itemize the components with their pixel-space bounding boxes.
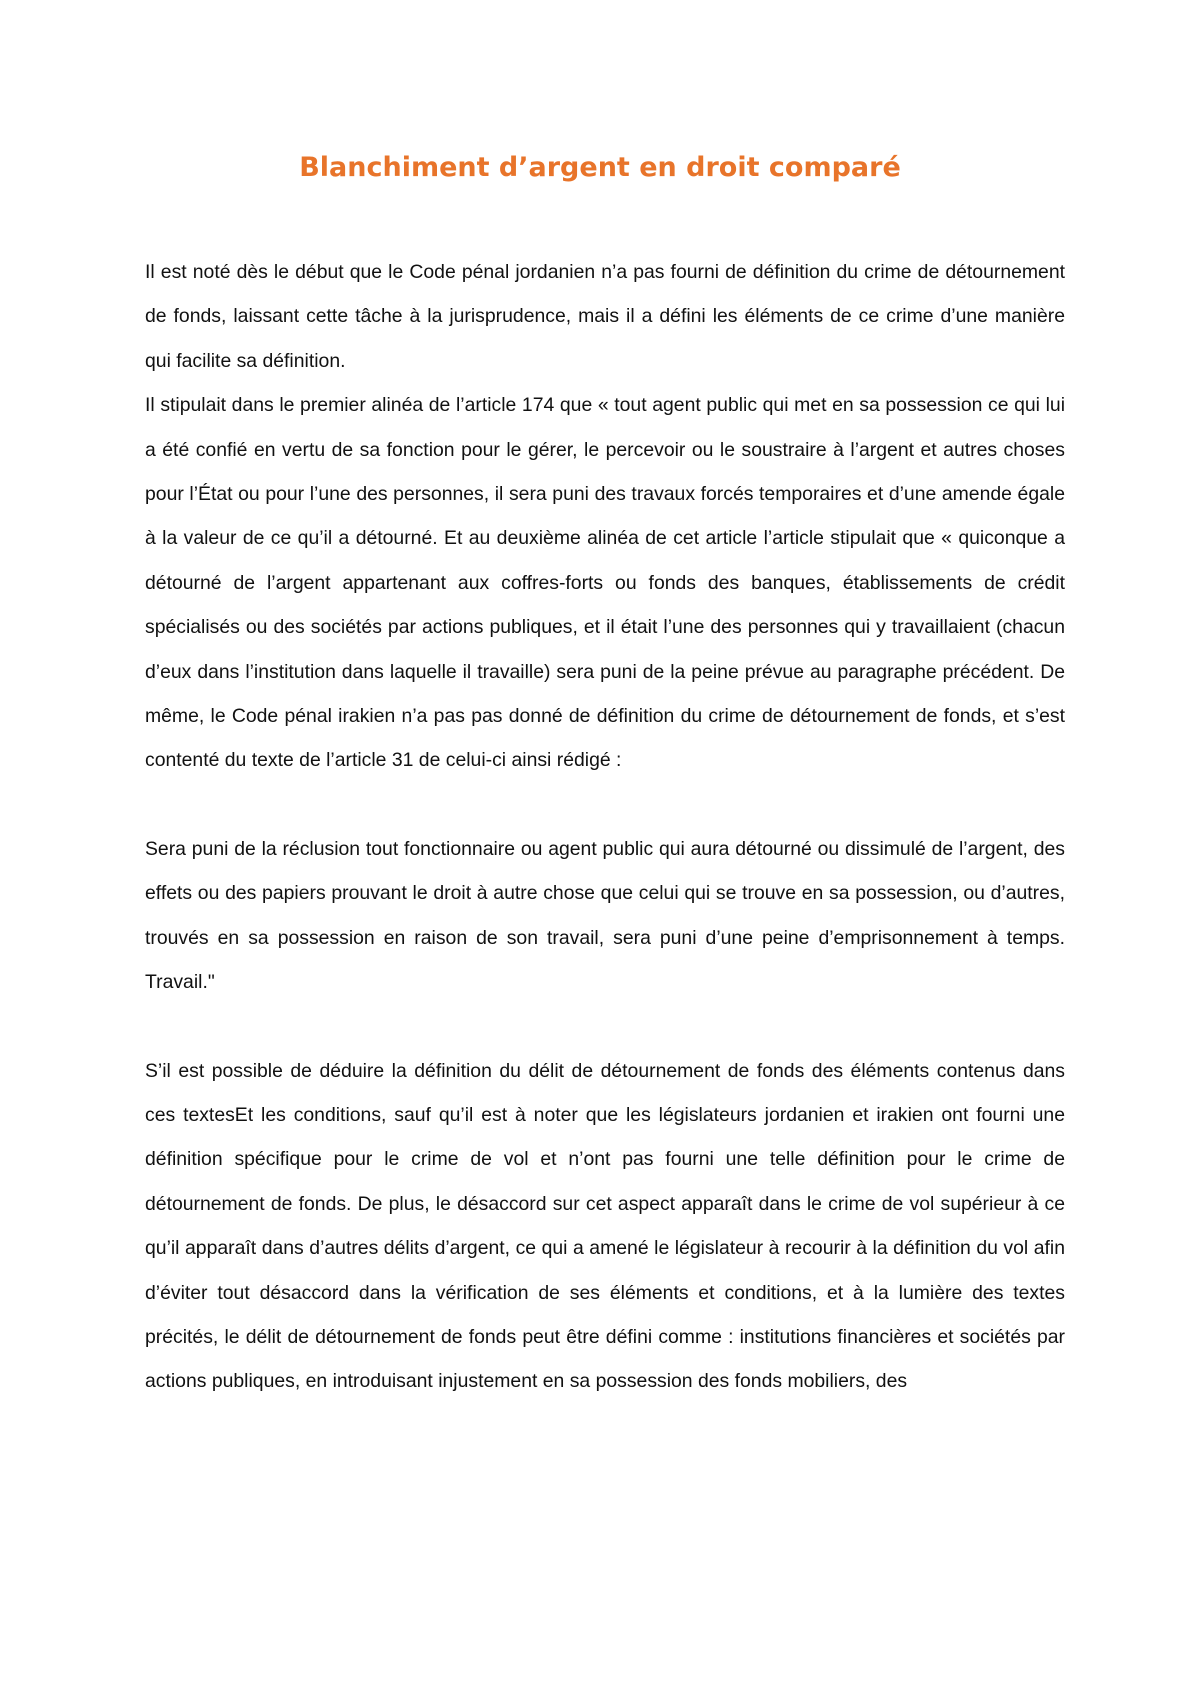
paragraph-article-174: Il stipulait dans le premier alinéa de l’article 174 que « tout agent public qui met en sa possession ce qui lui a été confié en vertu de sa fonction pour le gérer, le percevoir ou le soustraire à l’argent et autres choses pour l’État ou pour l’une des personnes, il sera puni des travaux forcés temporaires et d’une amende égale à la valeur de ce qu’il a détourné. Et au deuxième alinéa de cet article l’article stipulait que « quiconque a détourné de l’argent appartenant aux coffres-forts ou fonds des banques, établissements de crédit spécialisés ou des sociétés par actions publiques, et il était l’une des personnes qui y travaillaient (chacun d’eux dans l’institution dans laquelle il travaille) sera puni de la peine prévue au paragraphe précédent. De même, le Code pénal irakien n’a pas pas donné de définition du crime de détournement de fonds, et s’est contenté du texte de l’article 31 de celui-ci ainsi rédigé : <box>145 394 1065 772</box>
document-title: Blanchiment d’argent en droit comparé <box>299 152 901 183</box>
paragraph-spacer <box>145 783 1065 827</box>
paragraph-definition: S’il est possible de déduire la définition du délit de détournement de fonds des éléments contenus dans ces textesEt les conditions, sauf qu’il est à noter que les législateurs jordanien et irakien ont fourni une définition spécifique pour le crime de vol et n’ont pas fourni une telle définition pour le crime de détournement de fonds. De plus, le désaccord sur cet aspect apparaît dans le crime de vol supérieur à ce qu’il apparaît dans d’autres délits d’argent, ce qui a amené le législateur à recourir à la définition du vol afin d’éviter tout désaccord dans la vérification de ses éléments et conditions, et à la lumière des textes précités, le délit de détournement de fonds peut être défini comme : institutions financières et sociétés par actions publiques, en introduisant injustement en sa possession des fonds mobiliers, des <box>145 1059 1065 1393</box>
paragraph-spacer <box>145 1005 1065 1049</box>
document-body <box>145 250 1065 1404</box>
paragraph-intro: Il est noté dès le début que le Code pénal jordanien n’a pas fourni de définition du crime de détournement de fonds, laissant cette tâche à la jurisprudence, mais il a défini les éléments de ce crime d’une manière qui facilite sa définition. <box>145 261 1065 372</box>
paragraph-quote: Sera puni de la réclusion tout fonctionnaire ou agent public qui aura détourné ou dissimulé de l’argent, des effets ou des papiers prouvant le droit à autre chose que celui qui se trouve en sa possession, ou d’autres, trouvés en sa possession en raison de son travail, sera puni d’une peine d’emprisonnement à temps. Travail." <box>145 837 1065 994</box>
